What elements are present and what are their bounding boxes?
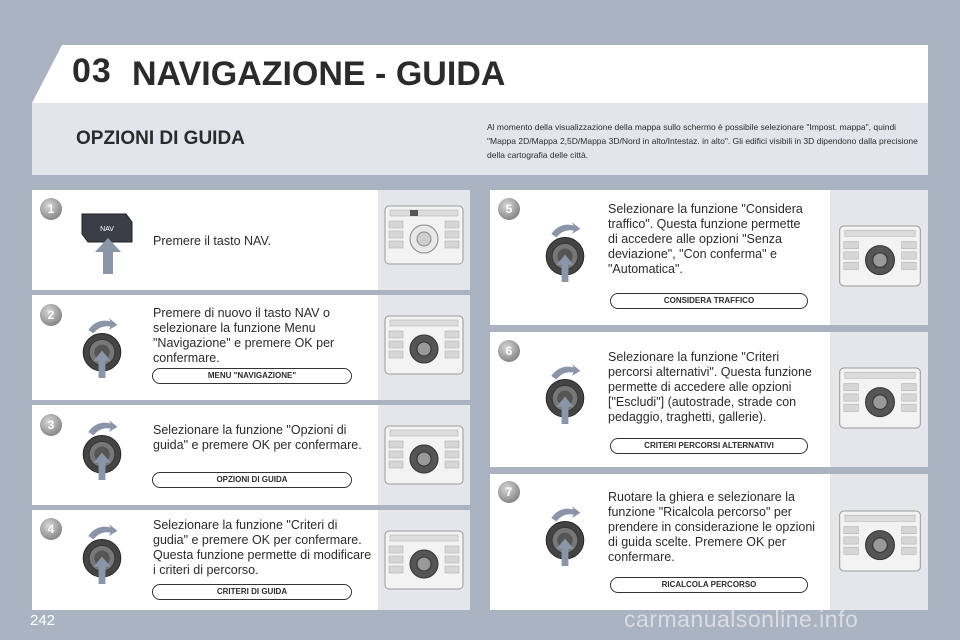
chapter-title: NAVIGAZIONE - GUIDA xyxy=(132,55,506,93)
opzioni-di-guida-label: OPZIONI DI GUIDA xyxy=(152,472,352,488)
rotary-knob-icon xyxy=(72,318,132,378)
rotary-knob-icon xyxy=(535,364,595,424)
push-arrow-icon xyxy=(95,238,121,274)
head-unit-drawing xyxy=(838,225,922,287)
head-unit-drawing xyxy=(384,425,464,485)
nav-button-label: NAV xyxy=(100,226,114,233)
head-unit-drawing xyxy=(838,510,922,572)
ricalcola-percorso-label: RICALCOLA PERCORSO xyxy=(610,577,808,593)
step-3-badge: 3 xyxy=(40,414,62,436)
page-number: 242 xyxy=(30,612,56,629)
head-unit-drawing xyxy=(838,367,922,429)
criteri-percorsi-alternativi-label: CRITERI PERCORSI ALTERNATIVI xyxy=(610,438,808,454)
rotary-knob-icon xyxy=(72,420,132,480)
step-4-text: Selezionare la funzione "Criteri di gudia" e premere OK per confermare. Questa funzione permette di modificare i criteri di percorso. xyxy=(153,518,372,577)
criteri-di-guida-label: CRITERI DI GUIDA xyxy=(152,584,352,600)
step-1-badge: 1 xyxy=(40,198,62,220)
intro-text: Al momento della visualizzazione della mappa sullo schermo è possibile selezionare "Impost. mappa", quindi "Mappa 2D/Mappa 2,5D/Mappa 3D/Nord in alto/Intestaz. in alto". Gli edifici visibili in 3D dipendono dalla precisione della cartografia delle città. xyxy=(487,122,918,160)
step-3-text: Selezionare la funzione "Opzioni di guida" e premere OK per confermare. xyxy=(153,423,362,452)
step-4-badge: 4 xyxy=(40,518,62,540)
step-6-text: Selezionare la funzione "Criteri percorsi alternativi". Questa funzione permette di accedere alle opzioni ["Escludi"] (autostrade, strade con pedaggio, traghetti, gallerie). xyxy=(608,350,812,424)
head-unit-drawing xyxy=(384,205,464,265)
rotary-knob-icon xyxy=(535,506,595,566)
step-6-badge: 6 xyxy=(498,340,520,362)
section-title: OPZIONI DI GUIDA xyxy=(76,128,245,149)
rotary-knob-icon xyxy=(72,524,132,584)
rotary-knob-icon xyxy=(535,222,595,282)
step-7-badge: 7 xyxy=(498,481,520,503)
step-7-text: Ruotare la ghiera e selezionare la funzione "Ricalcola percorso" per prendere in considerazione le opzioni di guida scelte. Premere OK per confermare. xyxy=(608,490,816,564)
step-1-text: Premere il tasto NAV. xyxy=(153,234,272,248)
menu-navigazione-label: MENU "NAVIGAZIONE" xyxy=(152,368,352,384)
step-2-text: Premere di nuovo il tasto NAV o selezionare la funzione Menu "Navigazione" e premere OK per confermare. xyxy=(153,306,335,365)
step-5-badge: 5 xyxy=(498,198,520,220)
step-2-badge: 2 xyxy=(40,304,62,326)
title-notch xyxy=(32,45,62,103)
considera-traffico-label: CONSIDERA TRAFFICO xyxy=(610,293,808,309)
watermark: carmanualsonline.info xyxy=(624,606,859,632)
head-unit-drawing xyxy=(384,315,464,375)
chapter-number: 03 xyxy=(72,52,112,90)
head-unit-drawing xyxy=(384,530,464,590)
step-5-text: Selezionare la funzione "Considera traffico". Questa funzione permette di accedere alle opzioni "Senza deviazione", "Con conferma" e "Automatica". xyxy=(608,202,803,276)
